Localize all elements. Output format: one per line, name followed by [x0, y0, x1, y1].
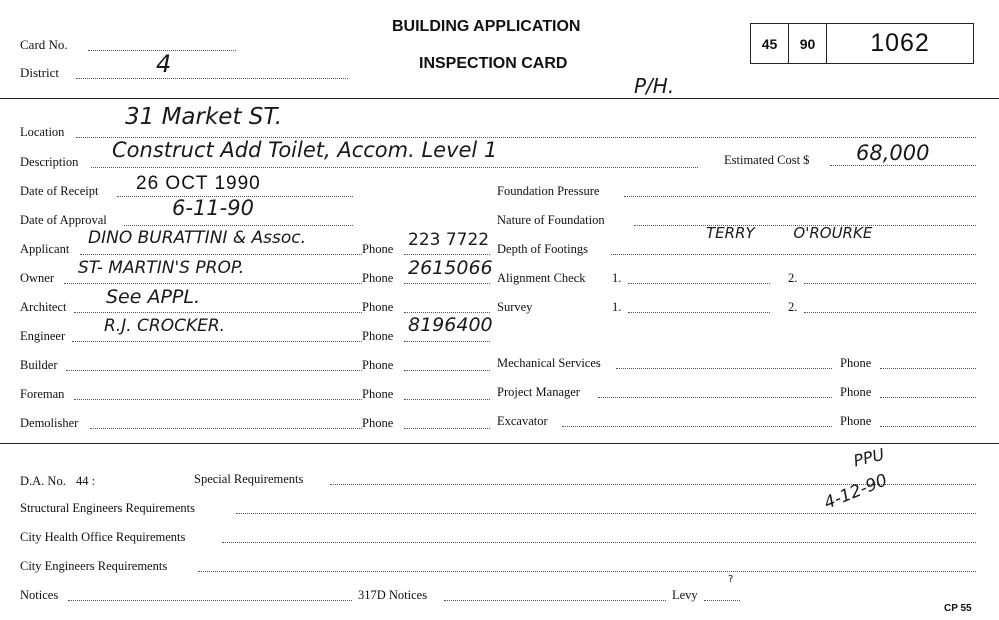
- depth-of-footings-field[interactable]: [611, 254, 976, 255]
- architect-phone-label: Phone: [362, 300, 394, 314]
- applicant-phone-label: Phone: [362, 242, 394, 256]
- date-of-approval-label: Date of Approval: [20, 213, 107, 227]
- form-code: CP 55: [944, 603, 972, 614]
- excavator-label: Excavator: [497, 414, 548, 428]
- engineer-value: R.J. CROCKER.: [104, 316, 226, 336]
- owner-field[interactable]: [64, 283, 362, 284]
- depth-of-footings-value: TERRY O'ROURKE: [706, 224, 873, 242]
- mechanical-services-phone-field[interactable]: [880, 368, 976, 369]
- levy-label: Levy: [672, 588, 698, 602]
- engineer-phone-label: Phone: [362, 329, 394, 343]
- demolisher-phone-label: Phone: [362, 416, 394, 430]
- health-requirements-label: City Health Office Requirements: [20, 530, 186, 544]
- date-of-receipt-label: Date of Receipt: [20, 184, 99, 198]
- architect-field[interactable]: [74, 312, 362, 313]
- health-requirements-field[interactable]: [222, 542, 976, 543]
- date-of-approval-value: 6-11-90: [172, 196, 254, 220]
- date-of-approval-field[interactable]: [124, 225, 353, 226]
- card-no-label: Card No.: [20, 37, 68, 52]
- architect-phone-field[interactable]: [404, 312, 490, 313]
- foreman-phone-field[interactable]: [404, 399, 490, 400]
- estimated-cost-value: 68,000: [856, 141, 930, 165]
- owner-phone-field[interactable]: [404, 283, 490, 284]
- project-manager-label: Project Manager: [497, 385, 580, 399]
- foundation-pressure-field[interactable]: [624, 196, 976, 197]
- project-manager-phone-field[interactable]: [880, 397, 976, 398]
- location-value: 31 Market ST.: [125, 104, 283, 130]
- builder-phone-field[interactable]: [404, 370, 490, 371]
- builder-field[interactable]: [66, 370, 362, 371]
- description-value: Construct Add Toilet, Accom. Level 1: [112, 138, 498, 162]
- applicant-field[interactable]: [80, 254, 362, 255]
- excavator-phone-label: Phone: [840, 414, 872, 428]
- special-requirements-note-1: PPU: [851, 444, 887, 471]
- foreman-phone-label: Phone: [362, 387, 394, 401]
- foundation-pressure-label: Foundation Pressure: [497, 184, 600, 198]
- mechanical-services-field[interactable]: [616, 368, 832, 369]
- mechanical-services-label: Mechanical Services: [497, 356, 601, 370]
- da-no-value: 44 :: [76, 474, 96, 488]
- notices-317d-field[interactable]: [444, 600, 666, 601]
- district-label: District: [20, 65, 59, 80]
- architect-label: Architect: [20, 300, 67, 314]
- excavator-field[interactable]: [562, 426, 832, 427]
- owner-label: Owner: [20, 271, 55, 285]
- description-field[interactable]: [91, 167, 698, 168]
- handwritten-note: P/H.: [634, 74, 675, 98]
- applicant-label: Applicant: [20, 242, 70, 256]
- notices-field[interactable]: [68, 600, 352, 601]
- special-requirements-note-2: 4-12-90: [821, 470, 891, 514]
- engineer-label: Engineer: [20, 329, 66, 343]
- levy-value: ?: [728, 574, 734, 585]
- owner-phone-label-text: Phone: [362, 271, 394, 285]
- description-label: Description: [20, 155, 79, 169]
- ref-cell-3: 1062: [870, 29, 930, 57]
- depth-of-footings-label: Depth of Footings: [497, 242, 588, 256]
- reference-box: [750, 23, 974, 64]
- project-manager-field[interactable]: [598, 397, 832, 398]
- excavator-phone-field[interactable]: [880, 426, 976, 427]
- alignment-check-num1: 1.: [612, 271, 622, 285]
- structural-requirements-label: Structural Engineers Requirements: [20, 501, 195, 515]
- foreman-field[interactable]: [74, 399, 362, 400]
- divider-middle: [0, 443, 999, 444]
- owner-value: ST- MARTIN'S PROP.: [78, 258, 245, 278]
- notices-label: Notices: [20, 588, 59, 602]
- da-no-label: D.A. No.: [20, 474, 66, 488]
- levy-field[interactable]: [704, 600, 740, 601]
- district-field[interactable]: [76, 78, 348, 79]
- date-of-receipt-stamp: 26 OCT 1990: [136, 173, 261, 194]
- survey-label: Survey: [497, 300, 533, 314]
- nature-of-foundation-label: Nature of Foundation: [497, 213, 605, 227]
- alignment-check-num2: 2.: [788, 271, 798, 285]
- project-manager-phone-label: Phone: [840, 385, 872, 399]
- demolisher-field[interactable]: [90, 428, 362, 429]
- builder-phone-label: Phone: [362, 358, 394, 372]
- divider-top: [0, 98, 999, 99]
- builder-label: Builder: [20, 358, 58, 372]
- engineer-phone-field[interactable]: [404, 341, 490, 342]
- alignment-check-field-2[interactable]: [804, 283, 976, 284]
- district-value: 4: [156, 50, 172, 78]
- estimated-cost-field[interactable]: [830, 165, 976, 166]
- owner-phone-value: 2615066: [408, 257, 493, 279]
- architect-value: See APPL.: [106, 286, 201, 308]
- applicant-phone-field[interactable]: [404, 254, 490, 255]
- notices-317d-label: 317D Notices: [358, 588, 428, 602]
- city-engineers-requirements-field[interactable]: [198, 571, 976, 572]
- applicant-value: DINO BURATTINI & Assoc.: [88, 228, 306, 248]
- applicant-phone-value: 223 7722: [408, 230, 490, 250]
- survey-num2: 2.: [788, 300, 798, 314]
- city-engineers-requirements-label: City Engineers Requirements: [20, 559, 168, 573]
- ref-cell-2: 90: [789, 24, 827, 63]
- engineer-field[interactable]: [72, 341, 362, 342]
- demolisher-phone-field[interactable]: [404, 428, 490, 429]
- engineer-phone-value: 8196400: [408, 314, 493, 336]
- survey-field-1[interactable]: [628, 312, 770, 313]
- survey-field-2[interactable]: [804, 312, 976, 313]
- form-title-line1: BUILDING APPLICATION: [392, 18, 581, 35]
- foreman-label: Foreman: [20, 387, 65, 401]
- alignment-check-label: Alignment Check: [497, 271, 586, 285]
- alignment-check-field-1[interactable]: [628, 283, 770, 284]
- demolisher-label: Demolisher: [20, 416, 79, 430]
- mechanical-services-phone-label: Phone: [840, 356, 872, 370]
- ref-cell-1: 45: [751, 24, 789, 63]
- structural-requirements-field[interactable]: [236, 513, 976, 514]
- estimated-cost-label: Estimated Cost $: [724, 153, 810, 167]
- location-label: Location: [20, 125, 65, 139]
- form-title-line2: INSPECTION CARD: [419, 55, 568, 72]
- survey-num1: 1.: [612, 300, 622, 314]
- special-requirements-label: Special Requirements: [194, 472, 304, 486]
